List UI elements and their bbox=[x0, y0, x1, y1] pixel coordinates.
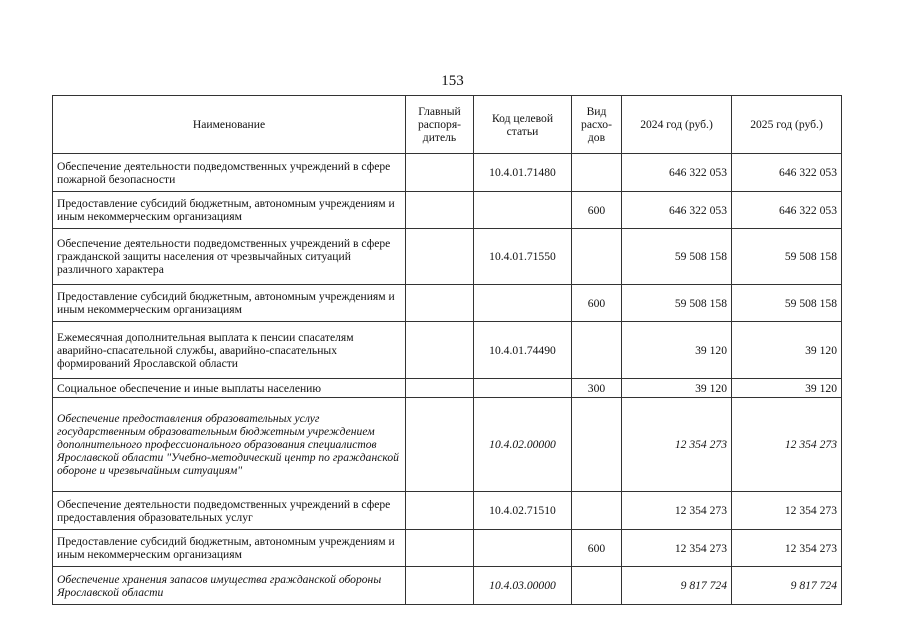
cell-2025: 59 508 158 bbox=[732, 285, 842, 322]
cell-grbs bbox=[406, 567, 474, 605]
cell-grbs bbox=[406, 398, 474, 492]
cell-type bbox=[572, 567, 622, 605]
cell-grbs bbox=[406, 154, 474, 192]
cell-2024: 12 354 273 bbox=[622, 398, 732, 492]
cell-type bbox=[572, 398, 622, 492]
cell-code bbox=[474, 530, 572, 567]
header-2024: 2024 год (руб.) bbox=[622, 96, 732, 154]
table-row bbox=[53, 285, 842, 322]
cell-name: Обеспечение предоставления образовательных услуг государственным образовательным бюджетным учреждением дополнительного профессионального образования специалистов Ярославской области "Учебно-методический центр по гражданской обороне и чрезвычайным ситуациям" bbox=[53, 398, 406, 492]
cell-2025: 12 354 273 bbox=[732, 530, 842, 567]
cell-name: Предоставление субсидий бюджетным, автономным учреждениям и иным некоммерческим организациям bbox=[53, 192, 406, 229]
cell-code: 10.4.02.71510 bbox=[474, 492, 572, 530]
table-row bbox=[53, 229, 842, 285]
table-row bbox=[53, 398, 842, 492]
table-row bbox=[53, 567, 842, 605]
cell-2024: 59 508 158 bbox=[622, 229, 732, 285]
cell-2024: 39 120 bbox=[622, 379, 732, 398]
cell-name: Обеспечение деятельности подведомственных учреждений в сфере предоставления образовательных услуг bbox=[53, 492, 406, 530]
page-number: 153 bbox=[441, 73, 464, 89]
cell-2024: 646 322 053 bbox=[622, 154, 732, 192]
table-row bbox=[53, 379, 842, 398]
cell-code bbox=[474, 192, 572, 229]
cell-code bbox=[474, 379, 572, 398]
cell-name: Ежемесячная дополнительная выплата к пенсии спасателям аварийно-спасательной службы, аварийно-спасательных формирований Ярославской области bbox=[53, 322, 406, 379]
cell-type: 300 bbox=[572, 379, 622, 398]
cell-2025: 39 120 bbox=[732, 379, 842, 398]
table-row bbox=[53, 192, 842, 229]
cell-2025: 9 817 724 bbox=[732, 567, 842, 605]
cell-type bbox=[572, 154, 622, 192]
cell-2025: 12 354 273 bbox=[732, 398, 842, 492]
cell-grbs bbox=[406, 192, 474, 229]
table-header-row bbox=[53, 96, 842, 154]
cell-type bbox=[572, 229, 622, 285]
header-name: Наименование bbox=[53, 96, 406, 154]
cell-grbs bbox=[406, 379, 474, 398]
table-body bbox=[53, 154, 842, 605]
cell-name: Обеспечение деятельности подведомственных учреждений в сфере пожарной безопасности bbox=[53, 154, 406, 192]
table-row bbox=[53, 154, 842, 192]
cell-grbs bbox=[406, 322, 474, 379]
budget-table bbox=[52, 95, 842, 605]
cell-2024: 59 508 158 bbox=[622, 285, 732, 322]
cell-2024: 12 354 273 bbox=[622, 492, 732, 530]
cell-2024: 39 120 bbox=[622, 322, 732, 379]
header-grbs: Главный распоря-дитель bbox=[406, 96, 474, 154]
cell-2025: 39 120 bbox=[732, 322, 842, 379]
cell-2024: 646 322 053 bbox=[622, 192, 732, 229]
cell-type: 600 bbox=[572, 530, 622, 567]
cell-type bbox=[572, 492, 622, 530]
table-row bbox=[53, 530, 842, 567]
cell-code: 10.4.01.71480 bbox=[474, 154, 572, 192]
cell-grbs bbox=[406, 530, 474, 567]
cell-type bbox=[572, 322, 622, 379]
table-row bbox=[53, 322, 842, 379]
header-code: Код целевой статьи bbox=[474, 96, 572, 154]
cell-name: Предоставление субсидий бюджетным, автономным учреждениям и иным некоммерческим организациям bbox=[53, 530, 406, 567]
cell-2025: 59 508 158 bbox=[732, 229, 842, 285]
header-type: Вид расхо-дов bbox=[572, 96, 622, 154]
cell-2024: 12 354 273 bbox=[622, 530, 732, 567]
cell-code: 10.4.03.00000 bbox=[474, 567, 572, 605]
cell-2025: 646 322 053 bbox=[732, 192, 842, 229]
header-2025: 2025 год (руб.) bbox=[732, 96, 842, 154]
cell-2024: 9 817 724 bbox=[622, 567, 732, 605]
cell-type: 600 bbox=[572, 285, 622, 322]
cell-code: 10.4.01.71550 bbox=[474, 229, 572, 285]
cell-name: Социальное обеспечение и иные выплаты населению bbox=[53, 379, 406, 398]
cell-code bbox=[474, 285, 572, 322]
table-row bbox=[53, 492, 842, 530]
cell-name: Предоставление субсидий бюджетным, автономным учреждениям и иным некоммерческим организациям bbox=[53, 285, 406, 322]
cell-code: 10.4.01.74490 bbox=[474, 322, 572, 379]
cell-grbs bbox=[406, 285, 474, 322]
cell-2025: 12 354 273 bbox=[732, 492, 842, 530]
cell-name: Обеспечение деятельности подведомственных учреждений в сфере гражданской защиты населения от чрезвычайных ситуаций различного характера bbox=[53, 229, 406, 285]
cell-grbs bbox=[406, 492, 474, 530]
cell-2025: 646 322 053 bbox=[732, 154, 842, 192]
cell-name: Обеспечение хранения запасов имущества гражданской обороны Ярославской области bbox=[53, 567, 406, 605]
cell-grbs bbox=[406, 229, 474, 285]
cell-type: 600 bbox=[572, 192, 622, 229]
cell-code: 10.4.02.00000 bbox=[474, 398, 572, 492]
